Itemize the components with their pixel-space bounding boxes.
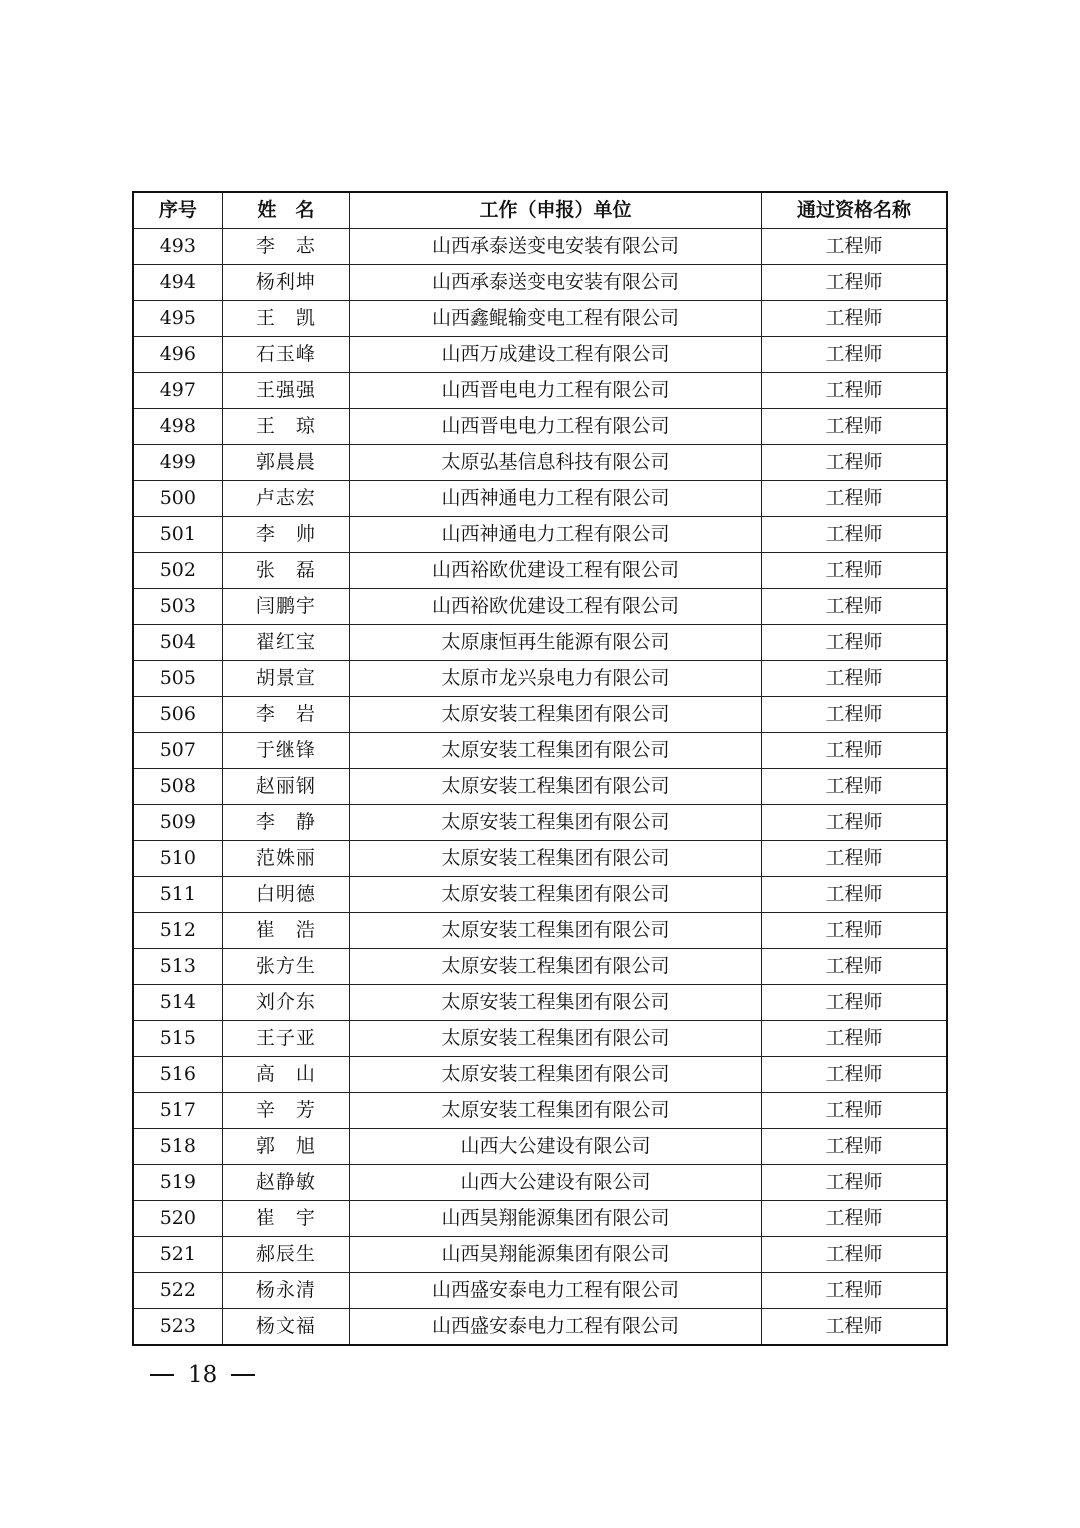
cell-unit: 太原安装工程集团有限公司 [350, 1021, 762, 1057]
cell-unit: 山西大公建设有限公司 [350, 1165, 762, 1201]
cell-no: 521 [133, 1237, 222, 1273]
roster-table [132, 191, 948, 1346]
cell-unit: 山西晋电电力工程有限公司 [350, 409, 762, 445]
cell-title: 工程师 [762, 985, 947, 1021]
cell-no: 497 [133, 373, 222, 409]
cell-no: 505 [133, 661, 222, 697]
cell-unit: 山西盛安泰电力工程有限公司 [350, 1309, 762, 1346]
table-row [133, 1273, 947, 1309]
table-row [133, 1165, 947, 1201]
cell-title: 工程师 [762, 553, 947, 589]
cell-name: 郭 旭 [222, 1129, 349, 1165]
cell-unit: 山西大公建设有限公司 [350, 1129, 762, 1165]
table-row [133, 409, 947, 445]
cell-no: 509 [133, 805, 222, 841]
table-row [133, 733, 947, 769]
cell-name: 杨永清 [222, 1273, 349, 1309]
cell-unit: 山西鑫鲲输变电工程有限公司 [350, 301, 762, 337]
cell-title: 工程师 [762, 1201, 947, 1237]
cell-no: 520 [133, 1201, 222, 1237]
cell-no: 508 [133, 769, 222, 805]
cell-name: 郭晨晨 [222, 445, 349, 481]
table-row [133, 1057, 947, 1093]
cell-no: 522 [133, 1273, 222, 1309]
cell-no: 503 [133, 589, 222, 625]
cell-name: 闫鹏宇 [222, 589, 349, 625]
cell-unit: 太原市龙兴泉电力有限公司 [350, 661, 762, 697]
page-number: 18 [188, 1362, 218, 1388]
cell-title: 工程师 [762, 373, 947, 409]
cell-no: 523 [133, 1309, 222, 1346]
cell-name: 石玉峰 [222, 337, 349, 373]
cell-no: 507 [133, 733, 222, 769]
cell-title: 工程师 [762, 1237, 947, 1273]
table-row [133, 481, 947, 517]
cell-title: 工程师 [762, 1057, 947, 1093]
cell-name: 卢志宏 [222, 481, 349, 517]
cell-title: 工程师 [762, 877, 947, 913]
cell-title: 工程师 [762, 913, 947, 949]
cell-title: 工程师 [762, 625, 947, 661]
cell-no: 517 [133, 1093, 222, 1129]
cell-title: 工程师 [762, 1021, 947, 1057]
cell-unit: 山西盛安泰电力工程有限公司 [350, 1273, 762, 1309]
table-row [133, 805, 947, 841]
cell-unit: 太原安装工程集团有限公司 [350, 1093, 762, 1129]
cell-unit: 太原安装工程集团有限公司 [350, 733, 762, 769]
cell-name: 高 山 [222, 1057, 349, 1093]
cell-no: 506 [133, 697, 222, 733]
cell-name: 王子亚 [222, 1021, 349, 1057]
cell-no: 516 [133, 1057, 222, 1093]
table-row [133, 265, 947, 301]
cell-no: 500 [133, 481, 222, 517]
cell-unit: 山西承泰送变电安装有限公司 [350, 229, 762, 265]
table-row [133, 877, 947, 913]
cell-no: 495 [133, 301, 222, 337]
table-row [133, 1309, 947, 1346]
cell-name: 刘介东 [222, 985, 349, 1021]
table-row [133, 949, 947, 985]
table-row [133, 1129, 947, 1165]
cell-title: 工程师 [762, 697, 947, 733]
cell-unit: 太原安装工程集团有限公司 [350, 1057, 762, 1093]
cell-title: 工程师 [762, 1273, 947, 1309]
header-name: 姓 名 [222, 192, 349, 229]
table-row [133, 841, 947, 877]
cell-no: 514 [133, 985, 222, 1021]
cell-name: 张方生 [222, 949, 349, 985]
cell-unit: 山西承泰送变电安装有限公司 [350, 265, 762, 301]
cell-title: 工程师 [762, 1129, 947, 1165]
cell-no: 511 [133, 877, 222, 913]
cell-title: 工程师 [762, 1093, 947, 1129]
cell-name: 胡景宣 [222, 661, 349, 697]
table-row [133, 1093, 947, 1129]
cell-name: 张 磊 [222, 553, 349, 589]
cell-title: 工程师 [762, 589, 947, 625]
cell-title: 工程师 [762, 265, 947, 301]
cell-title: 工程师 [762, 445, 947, 481]
table-row [133, 373, 947, 409]
cell-title: 工程师 [762, 661, 947, 697]
cell-name: 李 帅 [222, 517, 349, 553]
cell-title: 工程师 [762, 229, 947, 265]
table-row [133, 337, 947, 373]
cell-unit: 太原安装工程集团有限公司 [350, 985, 762, 1021]
cell-no: 510 [133, 841, 222, 877]
cell-no: 512 [133, 913, 222, 949]
table-row [133, 625, 947, 661]
cell-unit: 太原安装工程集团有限公司 [350, 769, 762, 805]
cell-title: 工程师 [762, 1309, 947, 1346]
table-row [133, 985, 947, 1021]
table-row [133, 1021, 947, 1057]
table-row [133, 517, 947, 553]
cell-unit: 太原弘基信息科技有限公司 [350, 445, 762, 481]
cell-unit: 山西万成建设工程有限公司 [350, 337, 762, 373]
cell-title: 工程师 [762, 481, 947, 517]
header-no: 序号 [133, 192, 222, 229]
cell-title: 工程师 [762, 337, 947, 373]
cell-name: 赵静敏 [222, 1165, 349, 1201]
cell-unit: 山西裕欧优建设工程有限公司 [350, 589, 762, 625]
cell-title: 工程师 [762, 769, 947, 805]
table-row [133, 913, 947, 949]
cell-unit: 太原安装工程集团有限公司 [350, 913, 762, 949]
cell-unit: 山西神通电力工程有限公司 [350, 517, 762, 553]
cell-name: 赵丽钢 [222, 769, 349, 805]
cell-unit: 山西神通电力工程有限公司 [350, 481, 762, 517]
cell-name: 王 琼 [222, 409, 349, 445]
table-row [133, 1237, 947, 1273]
header-title: 通过资格名称 [762, 192, 947, 229]
table-row [133, 301, 947, 337]
dash-left [150, 1374, 174, 1376]
cell-no: 502 [133, 553, 222, 589]
cell-name: 辛 芳 [222, 1093, 349, 1129]
table-row [133, 769, 947, 805]
cell-name: 白明德 [222, 877, 349, 913]
table-row [133, 229, 947, 265]
dash-right [231, 1374, 255, 1376]
cell-title: 工程师 [762, 409, 947, 445]
table-row [133, 661, 947, 697]
cell-no: 499 [133, 445, 222, 481]
cell-name: 范姝丽 [222, 841, 349, 877]
cell-title: 工程师 [762, 301, 947, 337]
header-unit: 工作（申报）单位 [350, 192, 762, 229]
table-row [133, 697, 947, 733]
table-row [133, 589, 947, 625]
cell-no: 493 [133, 229, 222, 265]
cell-name: 李 静 [222, 805, 349, 841]
table-header-row [133, 192, 947, 229]
cell-unit: 山西昊翔能源集团有限公司 [350, 1237, 762, 1273]
cell-unit: 山西晋电电力工程有限公司 [350, 373, 762, 409]
cell-unit: 太原安装工程集团有限公司 [350, 841, 762, 877]
cell-unit: 太原康恒再生能源有限公司 [350, 625, 762, 661]
cell-name: 杨利坤 [222, 265, 349, 301]
cell-no: 519 [133, 1165, 222, 1201]
cell-title: 工程师 [762, 805, 947, 841]
cell-unit: 太原安装工程集团有限公司 [350, 805, 762, 841]
table-row [133, 445, 947, 481]
cell-title: 工程师 [762, 841, 947, 877]
cell-no: 513 [133, 949, 222, 985]
cell-name: 王强强 [222, 373, 349, 409]
cell-name: 李 志 [222, 229, 349, 265]
cell-title: 工程师 [762, 517, 947, 553]
cell-no: 515 [133, 1021, 222, 1057]
cell-name: 翟红宝 [222, 625, 349, 661]
cell-unit: 太原安装工程集团有限公司 [350, 949, 762, 985]
cell-unit: 山西昊翔能源集团有限公司 [350, 1201, 762, 1237]
cell-name: 崔 浩 [222, 913, 349, 949]
cell-name: 王 凯 [222, 301, 349, 337]
cell-no: 504 [133, 625, 222, 661]
cell-title: 工程师 [762, 1165, 947, 1201]
table-row [133, 1201, 947, 1237]
cell-unit: 太原安装工程集团有限公司 [350, 877, 762, 913]
cell-unit: 太原安装工程集团有限公司 [350, 697, 762, 733]
cell-name: 李 岩 [222, 697, 349, 733]
cell-unit: 山西裕欧优建设工程有限公司 [350, 553, 762, 589]
page-footer [150, 1362, 255, 1388]
cell-name: 崔 宇 [222, 1201, 349, 1237]
cell-no: 494 [133, 265, 222, 301]
cell-no: 496 [133, 337, 222, 373]
cell-no: 501 [133, 517, 222, 553]
cell-name: 郝辰生 [222, 1237, 349, 1273]
cell-title: 工程师 [762, 949, 947, 985]
cell-no: 498 [133, 409, 222, 445]
cell-title: 工程师 [762, 733, 947, 769]
table-row [133, 553, 947, 589]
cell-name: 于继锋 [222, 733, 349, 769]
cell-name: 杨文福 [222, 1309, 349, 1346]
cell-no: 518 [133, 1129, 222, 1165]
